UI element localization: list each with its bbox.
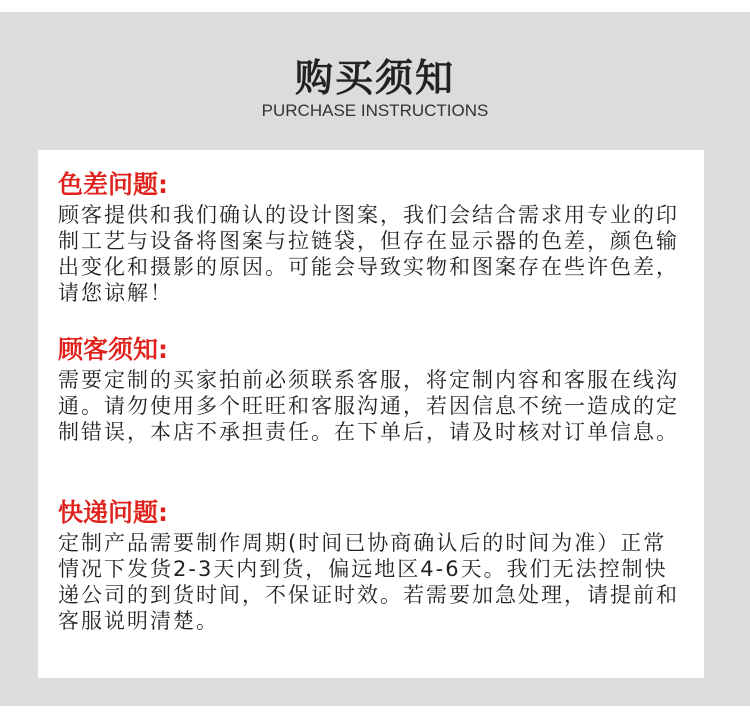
section-heading: 顾客须知:: [58, 335, 168, 364]
section-body: 定制产品需要制作周期(时间已协商确认后的时间为准）正常情况下发货2-3天内到货，偏远地区4-6天。我们无法控制快递公司的到货时间，不保证时效。若需要加急处理，请提前和客服说明清楚。: [58, 531, 679, 633]
section-body: 顾客提供和我们确认的设计图案，我们会结合需求用专业的印制工艺与设备将图案与拉链袋，但存在显示器的色差，颜色输出变化和摄影的原因。可能会导致实物和图案存在些许色差，请您谅解！: [58, 203, 679, 305]
section-customer-notice: [58, 335, 688, 445]
instructions-card: [38, 150, 704, 678]
section-delivery: [58, 498, 688, 634]
section-heading: 快递问题:: [58, 498, 168, 527]
page-subtitle: PURCHASE INSTRUCTIONS: [261, 101, 489, 120]
section-heading: 色差问题:: [58, 170, 168, 199]
section-color-difference: [58, 170, 688, 306]
section-body: 需要定制的买家拍前必须联系客服，将定制内容和客服在线沟通。请勿使用多个旺旺和客服沟通，若因信息不统一造成的定制错误，本店不承担责任。在下单后，请及时核对订单信息。: [58, 368, 679, 444]
page-title: 购买须知: [294, 56, 455, 100]
